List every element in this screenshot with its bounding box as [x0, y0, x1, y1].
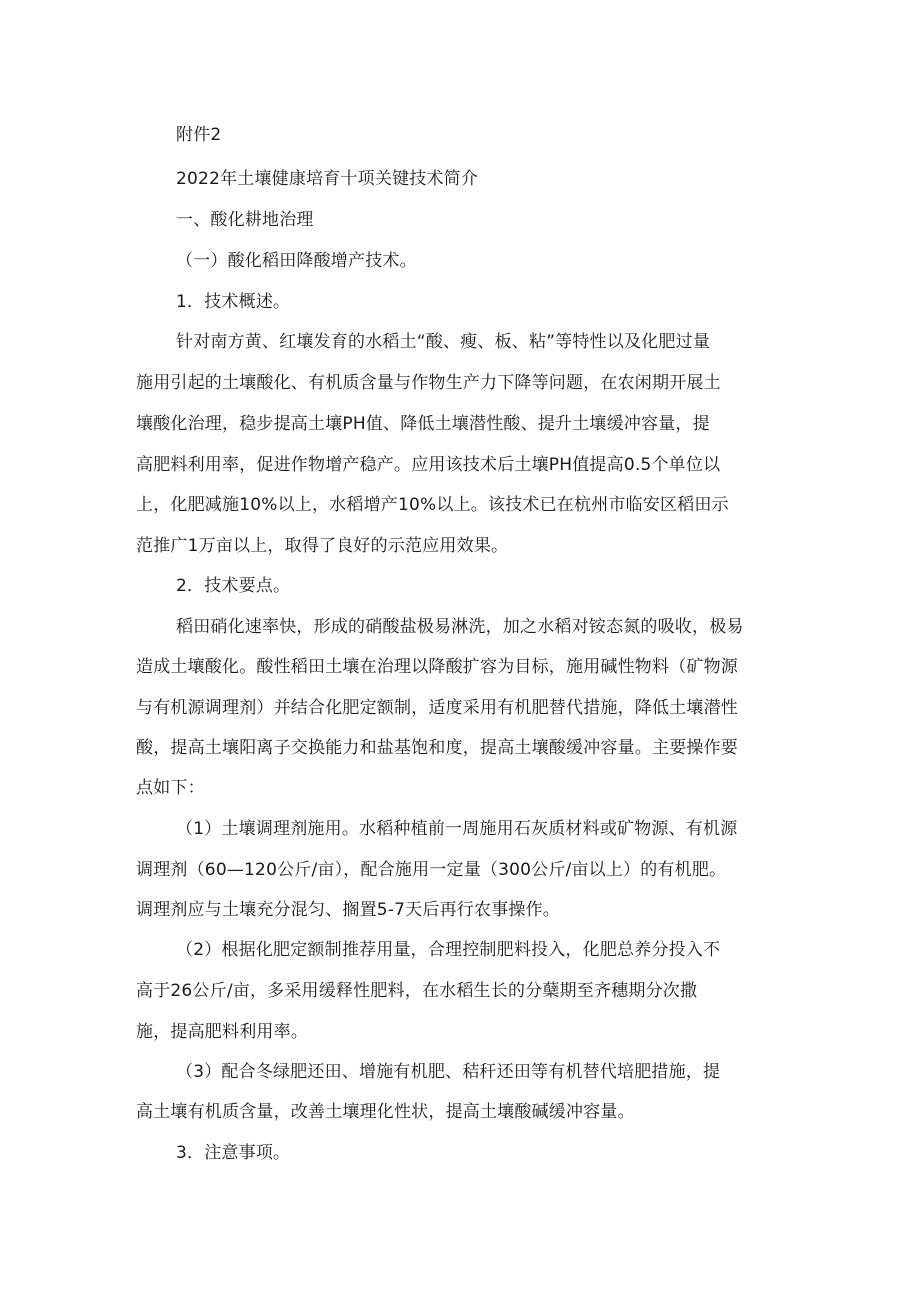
list-item-line: 施，提高肥料利用率。	[136, 1022, 308, 1042]
list-item-line: （3）配合冬绿肥还田、增施有机肥、秸秆还田等有机替代培肥措施，提	[176, 1062, 721, 1082]
list-item-line: 高于26公斤/亩，多采用缓释性肥料，在水稻生长的分蘖期至齐穗期分次撒	[136, 981, 698, 1001]
paragraph-line: 施用引起的土壤酸化、有机质含量与作物生产力下降等问题，在农闲期开展土	[136, 373, 721, 393]
paragraph-line: 与有机源调理剂）并结合化肥定额制，适度采用有机肥替代措施，降低土壤潜性	[136, 698, 738, 718]
document-title: 2022年土壤健康培育十项关键技术简介	[176, 169, 479, 189]
paragraph-line: 壤酸化治理，稳步提高土壤PH值、降低土壤潜性酸、提升土壤缓冲容量，提	[136, 414, 710, 434]
attachment-label: 附件2	[176, 125, 222, 145]
paragraph-line: 上，化肥减施10%以上，水稻增产10%以上。该技术已在杭州市临安区稻田示	[136, 495, 729, 515]
sub1-heading: 1．技术概述。	[176, 292, 291, 312]
paragraph-line: 高肥料利用率，促进作物增产稳产。应用该技术后土壤PH值提高0.5个单位以	[136, 455, 721, 475]
list-item-line: 高土壤有机质含量，改善土壤理化性状，提高土壤酸碱缓冲容量。	[136, 1102, 635, 1122]
sub2-heading: 2．技术要点。	[176, 576, 291, 596]
paragraph-line: 酸，提高土壤阳离子交换能力和盐基饱和度，提高土壤酸缓冲容量。主要操作要	[136, 738, 738, 758]
sub3-heading: 3．注意事项。	[176, 1143, 291, 1163]
paragraph-line: 范推广1万亩以上，取得了良好的示范应用效果。	[136, 536, 509, 556]
paragraph-line: 点如下：	[136, 778, 205, 798]
list-item-line: 调理剂（60—120公斤/亩），配合施用一定量（300公斤/亩以上）的有机肥。	[136, 860, 727, 880]
list-item-line: 调理剂应与土壤充分混匀、搁置5-7天后再行农事操作。	[136, 900, 560, 920]
list-item-line: （2）根据化肥定额制推荐用量，合理控制肥料投入，化肥总养分投入不	[176, 940, 721, 960]
list-item-line: （1）土壤调理剂施用。水稻种植前一周施用石灰质材料或矿物源、有机源	[176, 819, 738, 839]
paragraph-line: 造成土壤酸化。酸性稻田土壤在治理以降酸扩容为目标，施用碱性物料（矿物源	[136, 657, 738, 677]
section-heading: 一、酸化耕地治理	[176, 210, 314, 230]
subsection-heading: （一）酸化稻田降酸增产技术。	[176, 251, 417, 271]
paragraph-line: 针对南方黄、红壤发育的水稻土“酸、瘦、板、粘”等特性以及化肥过量	[176, 332, 711, 352]
paragraph-line: 稻田硝化速率快，形成的硝酸盐极易淋洗，加之水稻对铵态氮的吸收，极易	[176, 617, 744, 637]
